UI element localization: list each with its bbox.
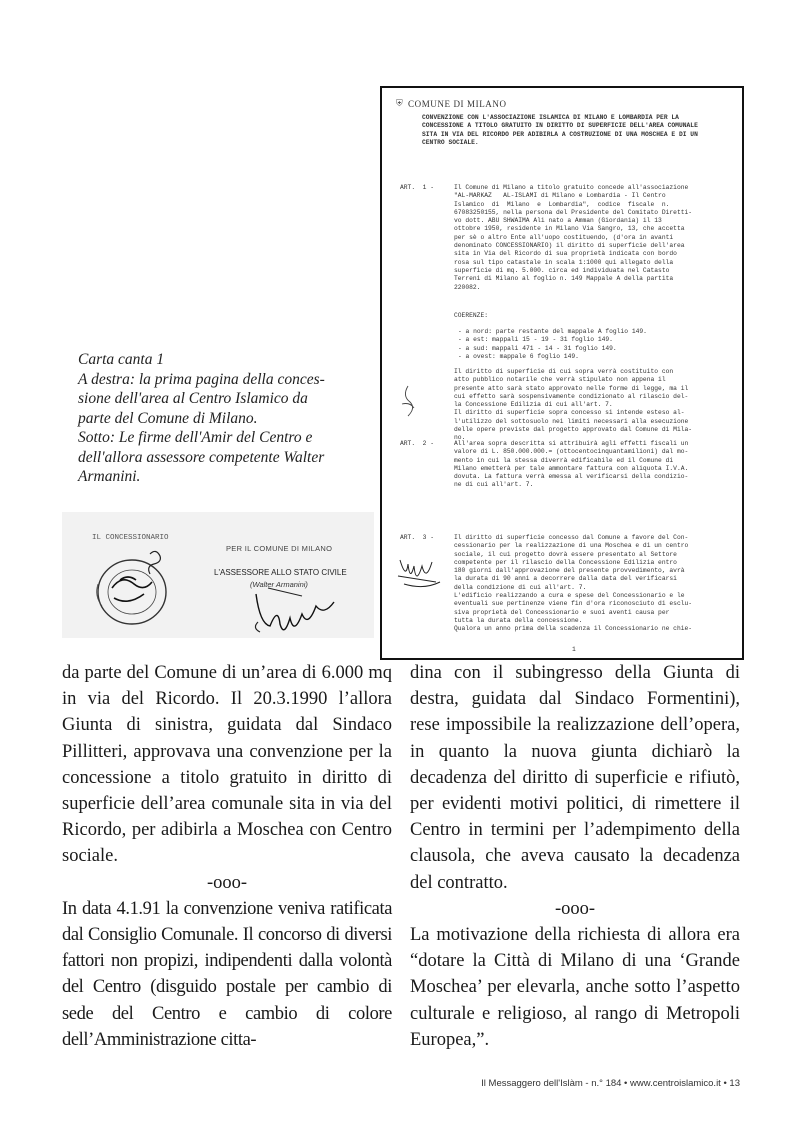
coat-of-arms-icon: ⛨ (396, 99, 403, 109)
body-column-right (410, 660, 740, 1053)
caption-title: Carta canta 1 (78, 351, 165, 368)
margin-signature-icon (392, 550, 448, 594)
body-paragraph: In data 4.1.91 la convenzione veniva ratificata dal Consiglio Comunale. Il concorso di diversi fattori non propizi, indipendenti dalla volontà del Centro (disguido postale per cambio di sede del Centro e cambio di colore dell’Amministrazione citta- (62, 898, 392, 1050)
caption-line: A destra: la prima pagina della conces- (78, 370, 325, 388)
page-footer: Il Messaggero dell'Islàm - n.° 184 • www.centroislamico.it • 13 (481, 1078, 740, 1089)
coerenze-title: COERENZE: (454, 312, 489, 319)
islamic-seal-icon (90, 544, 200, 634)
body-paragraph: La motivazione della richiesta di allora era “dotare la Città di Milano di una ‘Grande Moschea’ per elevarla, anche sotto l’aspetto culturale e religioso, al rango di Metropoli Europea,”. (410, 925, 740, 1050)
margin-initials-icon (398, 384, 418, 424)
document-title: CONVENZIONE CON L'ASSOCIAZIONE ISLAMICA DI MILANO E LOMBARDIA PER LA CONCESSIONE A TITOLO GRATUITO IN DIRITTO DI SUPERFICIE DELL'AREA COMUNALE SITA IN VIA DEL RICORDO PER ADIBIRLA A COSTRUZIONE DI UNA MOSCHEA E DI UN CENTRO SOCIALE. (422, 114, 698, 146)
caption-line: Armanini. (78, 468, 141, 485)
caption-line: sione dell'area al Centro Islamico da (78, 390, 308, 407)
scanned-document (380, 86, 744, 660)
art3-label: ART. 3 - (400, 534, 435, 541)
caption-line: parte del Comune di Milano. (78, 409, 258, 427)
figure-caption (78, 350, 378, 487)
body-column-left (62, 660, 392, 1053)
comune-label: PER IL COMUNE DI MILANO (226, 544, 333, 553)
caption-line: dell'allora assessore competente Walter (78, 448, 325, 466)
art1-text: Il Comune di Milano a titolo gratuito concede all'associazione "AL-MARKAZ AL-ISLAMI di Milano e Lombardia - Il Centro Islamico di Milano e Lombardia", codice fiscale n. 67083250155, nella persona del Presidente del Comitato Diretti- vo dott. ABU SHWAIMA Ali nato a Amman (Giordania) il 13 ottobre 1950, residente in Milano Via Sangro, 13, che accetta per sè o altro Ente all'uopo costituendo, (d'ora in avanti denominato CONCESSIONARIO) il diritto di superficie dell'area sita in Via del Ricordo di sua proprietà indicata con bordo rosa sul tipo catastale in scala 1:1000 qui allegato della superficie di mq. 5.000. circa ed individuata nel Catasto Terreni di Milano al foglio n. 149 Mappale A della partita 220082. (454, 184, 693, 291)
art2-text: All'area sopra descritta si attribuirà agli effetti fiscali un valore di L. 850.000.000.= (ottocentocinquantamilioni) dal mo- mento in cui la stessa diverrà edificabile ed il Comune di Milano emetterà per tale ammontare fattura con aliquota I.V.A. dovuta. La fattura verrà emessa al verificarsi della condizio- ne di cui all'art. 7. (454, 440, 689, 489)
signature-scribble-icon (212, 582, 362, 637)
document-header: COMUNE DI MILANO (408, 99, 507, 109)
section-separator: -ooo- (206, 872, 248, 893)
art3-text: Il diritto di superficie concesso dal Comune a favore del Con- cessionario per la realizzazione di una Moschea e di un centro sociale, il cui progetto dovrà essere presentato al Settore competente per il rilascio della Concessione Edilizia entro 180 giorni dall'approvazione del presente provvedimento, avrà la durata di 90 anni a decorrere dalla data del verificarsi della condizione di cui all'art. 7. L'edificio realizzando a cura e spese del Concessionario e le eventuali sue pertinenze viene fin d'ora riconosciuto di esclu- siva proprietà del Concessionario e suoi aventi causa per tutta la durata della concessione. Qualora un anno prima della scadenza il Concessionario ne chie- (454, 534, 693, 633)
section-separator: -ooo- (554, 898, 596, 919)
art1-continuation: Il diritto di superficie di cui sopra verrà costituito con atto pubblico notarile che verrà stipulato non appena il presente atto sarà stato approvato nelle forme di legge, ma il cui effetto sarà sospensivamente condizionato al rilascio del- la Concessione Edilizia di cui all'art. 7. Il diritto di superficie sopra concesso si intende esteso al- l'utilizzo del sottosuolo nei limiti necessari alla esecuzione delle opere previste dal progetto approvato dal Comune di Mila- no. (454, 368, 693, 442)
body-paragraph: da parte del Comune di un’area di 6.000 mq in via del Ricordo. Il 20.3.1990 l’allora Giunta di sinistra, guidata dal Sindaco Pillitteri, approvava una convenzione per la concessione a titolo gratuito in diritto di superficie dell’area comunale sita in via del Ricordo, per adibirla a Moschea con Centro sociale. (62, 663, 392, 867)
document-page-number: 1 (572, 646, 576, 653)
assessore-label: L'ASSESSORE ALLO STATO CIVILE (214, 568, 347, 577)
body-paragraph: dina con il subingresso della Giunta di destra, guidata dal Sindaco Formentini), rese impossibile la realizzazione dell’opera, in quanto la nuova giunta dichiarò la decadenza del diritto di superficie e rifiutò, per evidenti motivi politici, di rimettere il Centro in termini per l’adempimento della clausola, che aveva causato la decadenza del contratto. (410, 663, 740, 893)
caption-line: Sotto: Le firme dell'Amir del Centro e (78, 429, 313, 446)
assessore-name: (Walter Armanini) (250, 580, 308, 589)
coerenze-text: - a nord: parte restante del mappale A foglio 149. - a est: mappali 15 - 19 - 31 foglio 149. - a sud: mappali 471 - 14 - 31 foglio 149. - a ovest: mappale 6 foglio 149. (458, 328, 647, 360)
art2-label: ART. 2 - (400, 440, 435, 447)
concessionario-label: IL CONCESSIONARIO (92, 534, 169, 542)
signatures-image (62, 512, 374, 638)
art1-label: ART. 1 - (400, 184, 435, 191)
